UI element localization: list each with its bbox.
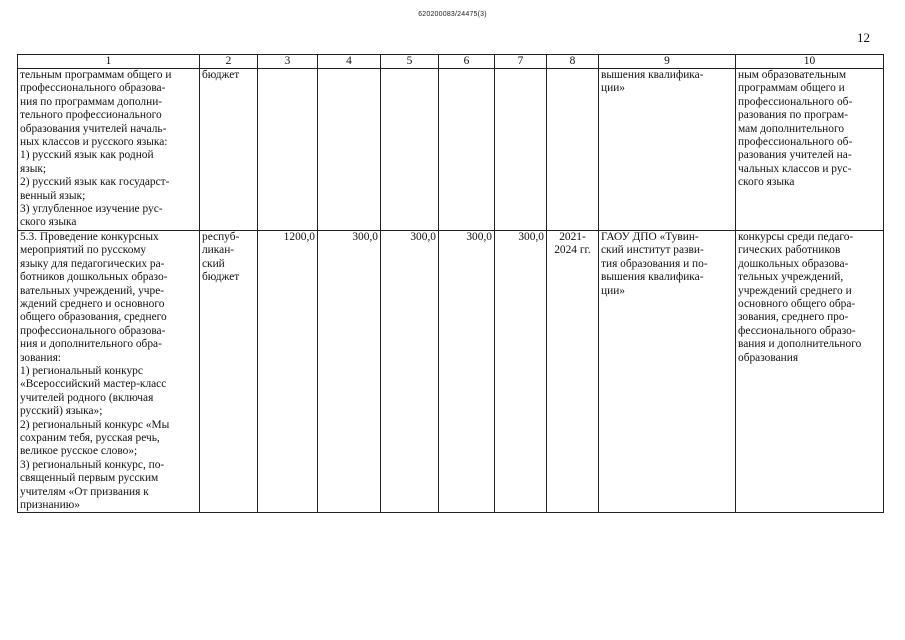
cell-text-line: вышения квалифика- [601,69,704,81]
document-code: 620200083/24475(3) [418,11,487,18]
cell-text-line: фессионального образо- [738,324,856,337]
cell-text-line: ботников дошкольных образо- [20,271,168,284]
cell-text-line: сохраним тебя, русская речь, [20,431,160,444]
cell-text-line: бюджет [202,69,240,81]
cell-text-line: ГАОУ ДПО «Тувин- [601,230,699,243]
cell-text-line: разования учителей на- [738,149,852,162]
cell-text-line: вышения квалифика- [601,271,704,284]
cell-text-line: 2) русский язык как государст- [20,176,170,189]
cell-text-line: дошкольных образова- [738,257,849,270]
cell-text-line: ции» [601,82,625,95]
period-cell [547,69,599,231]
cell-text-line: ликан- [202,244,235,257]
year-amount-cell: 300,0 [439,230,495,513]
year-amount-cell: 300,0 [495,230,547,513]
cell-text-line: зования, среднего про- [738,311,849,324]
cell-text-line: вания и дополнительного [738,338,862,351]
column-header: 8 [547,55,599,69]
executor-cell [599,230,736,513]
year-amount-cell [318,69,381,231]
cell-text-line: ского языка [20,216,77,229]
cell-text-line: 2) региональный конкурс «Мы [20,418,170,431]
table-header-row [18,55,884,69]
cell-text-line: ский [202,257,225,270]
column-header: 7 [495,55,547,69]
cell-text-line: 3) региональный конкурс, по- [20,458,165,471]
page-number: 12 [857,30,870,45]
cell-text-line: гических работников [738,244,841,257]
column-header: 9 [599,55,736,69]
cell-text-line: «Всероссийский мастер-класс [20,378,167,391]
total-amount-cell [258,69,318,231]
cell-text-line: тия образования и по- [601,257,708,270]
year-amount-cell [381,69,439,231]
executor-cell [599,69,736,231]
cell-text-line: учителям «От призвания к [20,485,149,498]
cell-text-line: тельным программам общего и [20,69,172,81]
result-cell [736,230,884,513]
column-header: 10 [736,55,884,69]
cell-text-line: вательных учреждений, учре- [20,284,165,297]
cell-text-line: учителей родного (включая [20,391,154,404]
cell-text-line: программам общего и [738,82,845,95]
cell-text-line: русский) языка»; [20,405,103,418]
cell-text-line: язык; [20,162,47,175]
year-amount-cell: 300,0 [381,230,439,513]
cell-text-line: ждений среднего и основного [20,297,165,310]
cell-text-line: 2024 гг. [554,244,591,257]
funding-source-cell [200,230,258,513]
cell-text-line: 2021- [559,230,586,243]
cell-text-line: профессионального об- [738,136,853,149]
cell-text-line: 1) региональный конкурс [20,364,143,377]
measure-description-cell [18,230,200,513]
program-table [17,54,884,513]
column-header: 6 [439,55,495,69]
column-header: 4 [318,55,381,69]
cell-text-line: профессионального образова- [20,324,166,337]
cell-text-line: профессионального образова- [20,82,166,95]
cell-text-line: чальных классов и рус- [738,162,852,175]
cell-text-line: языку для педагогических ра- [20,257,165,270]
funding-source-cell [200,69,258,231]
cell-text-line: признанию» [20,499,80,511]
cell-text-line: тельных учреждений, [738,271,844,284]
table-row [18,69,884,231]
cell-text-line: ния по программам дополни- [20,95,163,108]
cell-text-line: 1) русский язык как родной [20,149,154,162]
cell-text-line: учреждений среднего и [738,284,852,297]
total-amount-cell: 1200,0 [258,230,318,513]
year-amount-cell [439,69,495,231]
cell-text-line: конкурсы среди педаго- [738,230,854,243]
table-row [18,230,884,513]
cell-text-line: ных классов и русского языка: [20,136,168,149]
cell-text-line: мам дополнительного [738,122,845,135]
cell-text-line: ский институт разви- [601,244,704,257]
cell-text-line: зования: [20,351,62,364]
cell-text-line: ния и дополнительного обра- [20,338,162,351]
cell-text-line: образования учителей началь- [20,122,167,135]
column-header: 1 [18,55,200,69]
cell-text-line: мероприятий по русскому [20,244,147,257]
cell-text-line: 3) углубленное изучение рус- [20,203,163,216]
cell-text-line: венный язык; [20,189,86,202]
cell-text-line: великое русское слово»; [20,445,138,458]
cell-text-line: общего образования, среднего [20,311,167,324]
column-header: 5 [381,55,439,69]
cell-text-line: ции» [601,284,625,297]
cell-text-line: образования [738,351,799,364]
cell-text-line: ным образовательным [738,69,847,81]
result-cell [736,69,884,231]
column-header: 2 [200,55,258,69]
cell-text-line: основного общего обра- [738,297,856,310]
measure-description-cell [18,69,200,231]
year-amount-cell [495,69,547,231]
cell-text-line: респуб- [202,230,240,243]
cell-text-line: священный первым русским [20,472,159,485]
column-header: 3 [258,55,318,69]
period-cell [547,230,599,513]
cell-text-line: профессионального об- [738,95,853,108]
cell-text-line: разования по програм- [738,109,848,122]
year-amount-cell: 300,0 [318,230,381,513]
cell-text-line: тельного профессионального [20,109,162,122]
cell-text-line: ского языка [738,176,795,189]
cell-text-line: 5.3. Проведение конкурсных [20,230,159,243]
cell-text-line: бюджет [202,271,240,284]
